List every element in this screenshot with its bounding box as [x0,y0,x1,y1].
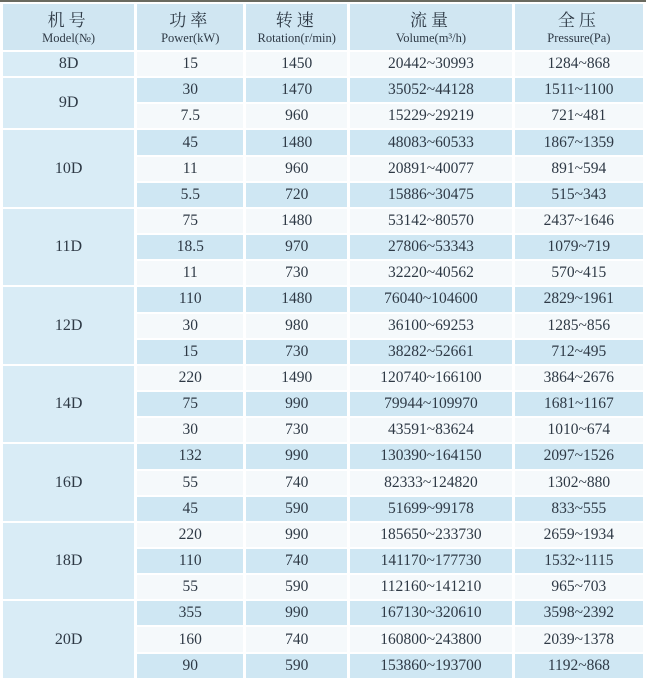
pressure-cell: 570~415 [515,261,643,285]
rotation-cell: 730 [246,340,347,364]
pressure-cell: 1284~868 [515,52,643,76]
power-cell: 11 [137,261,243,285]
model-cell: 10D [3,130,134,206]
table-row [3,366,643,390]
column-header-volume-zh: 流量 [409,11,452,31]
volume-cell: 36100~69253 [350,314,512,338]
pressure-cell: 3864~2676 [515,366,643,390]
volume-cell: 53142~80570 [350,209,512,233]
power-cell: 55 [137,575,243,599]
column-header-rotation [246,4,347,50]
model-cell: 14D [3,366,134,442]
pressure-cell: 721~481 [515,104,643,128]
pressure-cell: 2659~1934 [515,523,643,547]
pressure-cell: 965~703 [515,575,643,599]
table-row [3,52,643,76]
column-header-rotation-zh: 转速 [275,11,318,31]
power-cell: 220 [137,366,243,390]
column-header-power [137,4,243,50]
rotation-cell: 1490 [246,366,347,390]
rotation-cell: 990 [246,444,347,468]
volume-cell: 79944~109970 [350,392,512,416]
rotation-cell: 1480 [246,287,347,311]
power-cell: 220 [137,523,243,547]
pressure-cell: 1192~868 [515,654,643,678]
column-header-power-en: Power(kW) [161,30,220,45]
model-cell: 9D [3,78,134,128]
table-row [3,287,643,311]
pressure-cell: 891~594 [515,157,643,181]
power-cell: 30 [137,418,243,442]
power-cell: 110 [137,287,243,311]
rotation-cell: 990 [246,392,347,416]
volume-cell: 20442~30993 [350,52,512,76]
rotation-cell: 590 [246,654,347,678]
rotation-cell: 590 [246,497,347,521]
column-header-pressure-zh: 全压 [557,11,600,31]
column-header-pressure-en: Pressure(Pa) [547,30,611,45]
pressure-cell: 712~495 [515,340,643,364]
volume-cell: 35052~44128 [350,78,512,102]
volume-cell: 51699~99178 [350,497,512,521]
pressure-cell: 1532~1115 [515,549,643,573]
power-cell: 45 [137,497,243,521]
rotation-cell: 990 [246,523,347,547]
volume-cell: 82333~124820 [350,471,512,495]
table-row [3,444,643,468]
pressure-cell: 2829~1961 [515,287,643,311]
rotation-cell: 730 [246,418,347,442]
rotation-cell: 1480 [246,130,347,154]
rotation-cell: 990 [246,601,347,625]
pressure-cell: 1302~880 [515,471,643,495]
volume-cell: 160800~243800 [350,627,512,651]
table-row [3,78,643,102]
pressure-cell: 1867~1359 [515,130,643,154]
fan-spec-table [0,2,646,680]
power-cell: 110 [137,549,243,573]
model-cell: 11D [3,209,134,285]
table-row [3,601,643,625]
power-cell: 18.5 [137,235,243,259]
pressure-cell: 2097~1526 [515,444,643,468]
header-row [3,4,643,50]
model-cell: 16D [3,444,134,520]
rotation-cell: 740 [246,549,347,573]
rotation-cell: 980 [246,314,347,338]
model-cell: 12D [3,287,134,363]
model-cell: 20D [3,601,134,678]
power-cell: 30 [137,78,243,102]
rotation-cell: 740 [246,627,347,651]
power-cell: 90 [137,654,243,678]
table-row [3,130,643,154]
pressure-cell: 2437~1646 [515,209,643,233]
rotation-cell: 1480 [246,209,347,233]
column-header-power-zh: 功率 [169,11,212,31]
pressure-cell: 1511~1100 [515,78,643,102]
power-cell: 45 [137,130,243,154]
model-cell: 18D [3,523,134,599]
table-row [3,523,643,547]
volume-cell: 48083~60533 [350,130,512,154]
rotation-cell: 960 [246,157,347,181]
column-header-model-en: Model(№) [42,30,96,45]
volume-cell: 76040~104600 [350,287,512,311]
column-header-pressure [515,4,643,50]
volume-cell: 120740~166100 [350,366,512,390]
pressure-cell: 3598~2392 [515,601,643,625]
power-cell: 160 [137,627,243,651]
rotation-cell: 960 [246,104,347,128]
power-cell: 75 [137,209,243,233]
table-row [3,209,643,233]
column-header-volume [350,4,512,50]
spec-table-body [3,52,643,678]
rotation-cell: 720 [246,183,347,207]
rotation-cell: 740 [246,471,347,495]
power-cell: 132 [137,444,243,468]
power-cell: 5.5 [137,183,243,207]
column-header-volume-en: Volume(m³/h) [395,30,467,45]
volume-cell: 153860~193700 [350,654,512,678]
pressure-cell: 2039~1378 [515,627,643,651]
power-cell: 55 [137,471,243,495]
model-cell: 8D [3,52,134,76]
rotation-cell: 1470 [246,78,347,102]
pressure-cell: 1079~719 [515,235,643,259]
power-cell: 11 [137,157,243,181]
power-cell: 7.5 [137,104,243,128]
volume-cell: 27806~53343 [350,235,512,259]
pressure-cell: 515~343 [515,183,643,207]
volume-cell: 15886~30475 [350,183,512,207]
rotation-cell: 1450 [246,52,347,76]
volume-cell: 112160~141210 [350,575,512,599]
column-header-model-zh: 机号 [47,11,90,31]
power-cell: 15 [137,52,243,76]
volume-cell: 167130~320610 [350,601,512,625]
volume-cell: 38282~52661 [350,340,512,364]
rotation-cell: 590 [246,575,347,599]
volume-cell: 130390~164150 [350,444,512,468]
column-header-rotation-en: Rotation(r/min) [257,30,336,45]
volume-cell: 15229~29219 [350,104,512,128]
power-cell: 15 [137,340,243,364]
pressure-cell: 833~555 [515,497,643,521]
pressure-cell: 1681~1167 [515,392,643,416]
column-header-model [3,4,134,50]
power-cell: 30 [137,314,243,338]
power-cell: 355 [137,601,243,625]
volume-cell: 185650~233730 [350,523,512,547]
pressure-cell: 1285~856 [515,314,643,338]
volume-cell: 20891~40077 [350,157,512,181]
power-cell: 75 [137,392,243,416]
volume-cell: 32220~40562 [350,261,512,285]
volume-cell: 141170~177730 [350,549,512,573]
volume-cell: 43591~83624 [350,418,512,442]
rotation-cell: 970 [246,235,347,259]
pressure-cell: 1010~674 [515,418,643,442]
rotation-cell: 730 [246,261,347,285]
